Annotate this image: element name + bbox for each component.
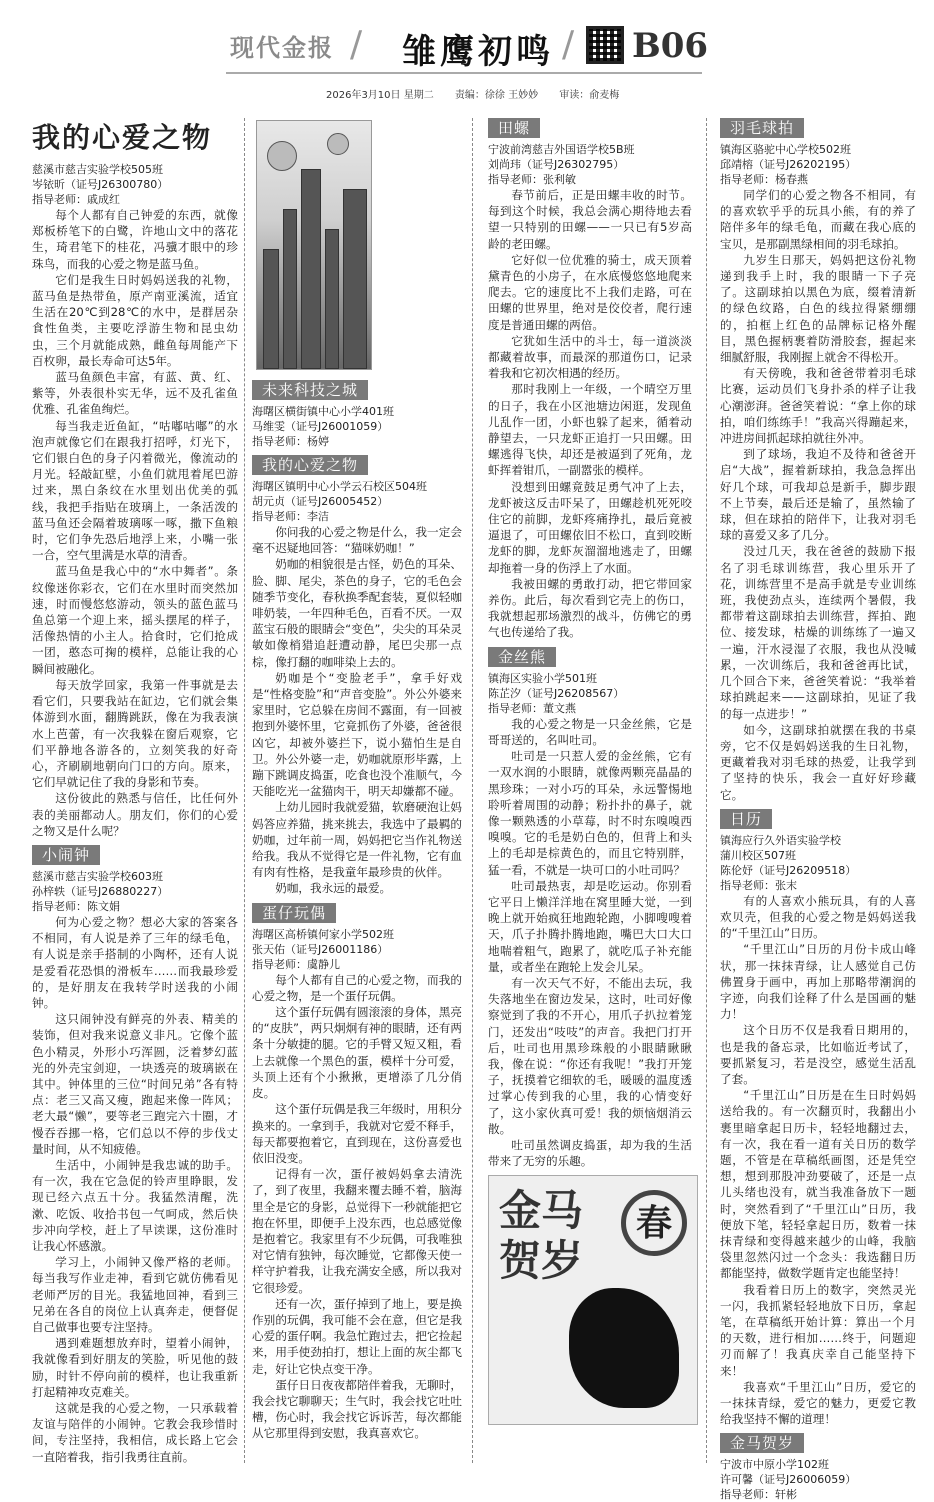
column-2 xyxy=(252,118,462,1463)
paragraph: 如今，这副球拍就摆在我的书桌旁，它不仅是妈妈送我的生日礼物，更藏着我对羽毛球的热爱，让我学到了坚持的快乐，我会一直好好珍藏它。 xyxy=(720,722,916,802)
column-3 xyxy=(488,118,692,1463)
column-divider xyxy=(706,118,707,1463)
paragraph: 九岁生日那天，妈妈把这份礼物递到我手上时，我的眼睛一下子亮了。这副球拍以黑色为底，缀着清新的绿色纹路，白色的线拉得紧绷绷的，拍框上红色的品牌标记格外醒目，黑色握柄裹着防滑胶套，握起来细腻舒服，我刚握上就舍不得松开。 xyxy=(720,252,916,365)
paragraph: “千里江山”日历的月份卡成山峰状，那一抹抹青绿，让人感觉自己仿佛置身于画中，再加上那略带潮润的字迹，向我们诠释了什么是国画的魅力！ xyxy=(720,942,916,1022)
author: 许可馨（证号J26006059） xyxy=(720,1473,857,1487)
page-number: B06 xyxy=(632,26,709,66)
school: 慈溪市慈吉实验学校603班 xyxy=(32,869,163,883)
author: 陈芷汐（证号J26208567） xyxy=(488,686,625,700)
paragraph: 奶咖是个“变脸老手”，拿手好戏是“性格变脸”和“声音变脸”。外公外婆来家里时，它总躲在房间不露面，有一回被抱到外婆怀里，它竟抓伤了外婆，爸爸很凶它，却被外婆拦下，说小猫怕生是自卫。外公外婆一走，奶咖就原形毕露，上蹦下跳调皮捣蛋，吃食也没个准顺气，今天能吃光一盆猫肉干，明天却嫌都不碰。 xyxy=(252,670,462,799)
city-drawing-image xyxy=(256,120,372,370)
paragraph: 你问我的心爱之物是什么，我一定会毫不迟疑地回答：“猫咪奶咖！” xyxy=(252,525,462,556)
teacher: 指导老师：李洁 xyxy=(252,510,329,523)
paragraph: 它犹如生活中的斗士，每一道淡淡都藏着故事，而最深的那道伤口，记录着我和它初次相遇的经历。 xyxy=(488,333,692,381)
paragraph: 每当我走近鱼缸，“咕嘟咕嘟”的水泡声就像它们在跟我打招呼，灯光下，它们银白色的身子闪着微光，像流动的月光。轻敲缸壁，小鱼们就甩着尾巴游过来，黑白条纹在水里划出优美的弧线，我把手指贴在玻璃上，一条活泼的蓝马鱼还会隔着玻璃啄一啄，撒下鱼粮时，它们争先恐后地浮上来，小嘴一张一合，空气里满是水草的清香。 xyxy=(32,418,238,563)
paragraph: 我被田螺的勇敢打动，把它带回家养伤。此后，每次看到它壳上的伤口，我就想起那场激烈的战斗，仿佛它的勇气也传递给了我。 xyxy=(488,576,692,640)
paper-cut-horse-image xyxy=(488,1175,698,1425)
section-title: 雏鹰初鸣 xyxy=(402,32,554,72)
teacher: 指导老师：张末 xyxy=(720,878,797,892)
paragraph: 这份彼此的熟悉与信任，比任何外表的美丽都动人。朋友们，你们的心爱之物又是什么呢？ xyxy=(32,791,238,838)
teacher: 指导老师：轩彬 xyxy=(720,1488,797,1502)
paragraph: 生活中，小闹钟是我忠诚的助手。有一次，我在它急促的铃声里睁眼，发现已经六点五十分。我猛然清醒，洗漱、吃饭、收拾书包一气呵成，然后快步冲向学校，赶上了早读课，这份准时让我心怀感激。 xyxy=(32,1157,238,1253)
paragraph: 我喜欢“千里江山”日历，爱它的一抹抹青绿，爱它的魅力，更爱它教给我坚持不懈的道理！ xyxy=(720,1379,916,1427)
school: 宁波市中原小学102班 xyxy=(720,1458,829,1472)
school: 宁波前湾慈吉外国语学校5B班 xyxy=(488,143,635,156)
paragraph: 有的人喜欢小熊玩具，有的人喜欢贝壳，但我的心爱之物是妈妈送我的“千里江山”日历。 xyxy=(720,893,916,941)
paragraph: 它们是我生日时妈妈送我的礼物，蓝马鱼是热带鱼，原产南亚溪流，适宜生活在20℃到28℃的水中，是群居杂食性鱼类，主要吃浮游生物和昆虫幼虫，三个月就能成熟，雌鱼每周能产下百枚卵，最长寿命可达5年。 xyxy=(32,272,238,368)
paragraph: 我看着日历上的数字，突然灵光一闪，我抓紧轻轻地放下日历，拿起笔，在草稿纸开始计算：算出一个月的天数，进行相加……终于，问题迎刃而解了！我真庆幸自己能坚持下来！ xyxy=(720,1282,916,1378)
school: 镇海应行久外语实验学校 xyxy=(720,833,841,847)
article-tag: 田螺 xyxy=(488,118,540,138)
paragraph: 吐司是一只惹人爱的金丝熊，它有一双水润的小眼睛，就像两颗亮晶晶的黑珍珠；一对小巧的耳朵，永远警惕地聆听着周围的动静；粉扑扑的鼻子，就像一颗熟透的小草莓，时不时东嗅嗅西嗅嗅。它的毛是奶白色的，但背上和头上的毛却是棕黄色的，而且它特别胖，猛一看，不就是一块可口的小吐司吗？ xyxy=(488,749,692,877)
article-tag: 未来科技之城 xyxy=(252,380,368,400)
newspaper-name: 现代金报 xyxy=(230,33,334,62)
teacher: 指导老师：张利敏 xyxy=(488,173,576,186)
paragraph: 学习上，小闹钟又像严格的老师。每当我写作业走神，看到它就仿佛看见老师严厉的目光。我猛地回神，看到三兄弟在各自的岗位上认真奔走，便督促自己做事也要专注坚持。 xyxy=(32,1255,238,1334)
paragraph: 蛋仔日日夜夜都陪伴着我，无聊时，我会找它聊聊天；生气时，我会找它吐吐槽，伤心时，我会找它诉诉苦，每次都能从它那里得到安慰，我真喜欢它。 xyxy=(252,1377,462,1441)
paragraph: 这个蛋仔玩偶是我三年级时，用积分换来的。一拿到手，我就对它爱不释手，每天都要抱着它，直到现在，这份喜爱也依旧没变。 xyxy=(252,1102,462,1165)
column-1 xyxy=(32,118,238,1463)
article-tag: 蛋仔玩偶 xyxy=(252,903,336,923)
reviewer: 审读：俞麦梅 xyxy=(559,90,620,101)
teacher: 指导老师：杨婷 xyxy=(252,435,329,448)
paragraph: 吐司虽然调皮捣蛋，却为我的生活带来了无穷的乐趣。 xyxy=(488,1137,692,1169)
header-rule xyxy=(226,72,702,74)
paragraph: 还有一次，蛋仔掉到了地上，要是换作别的玩偶，我可能不会在意，但它是我心爱的蛋仔啊。我急忙跑过去，把它捡起来，用手使劲拍打，想让上面的灰尘都飞走，好让它快点变干净。 xyxy=(252,1296,462,1376)
school: 慈溪市慈吉实验学校505班 xyxy=(32,163,163,176)
paragraph: 那时我刚上一年级，一个晴空万里的日子，我在小区池塘边闲逛，发现鱼儿乱作一团，小虾也躲了起来，循着动静望去，一只龙虾正追打一只田螺。田螺逃得飞快，却还是被逼到了死角，龙虾挥着钳爪，一副嚣张的模样。 xyxy=(488,382,692,478)
image-lettering: 金马贺岁 xyxy=(499,1186,584,1286)
teacher: 指导老师：杨春燕 xyxy=(720,173,808,186)
article-tag: 日历 xyxy=(720,809,772,829)
paragraph: 春节前后，正是田螺丰收的时节。每到这个时候，我总会满心期待地去看望一只特别的田螺——一只已有5岁高龄的老田螺。 xyxy=(488,188,692,251)
teacher: 指导老师：戚成红 xyxy=(32,193,120,206)
paragraph: 记得有一次，蛋仔被妈妈拿去清洗了，到了夜里，我翻来覆去睡不着，脑海里全是它的身影，总觉得下一秒就能把它抱在怀里，即便手上没东西，也总感觉像是抱着它。我家里有不少玩偶，可我唯独对它情有独钟，每次睡觉，它都像天使一样守护着我，让我充满安全感，所以我对它很珍爱。 xyxy=(252,1167,462,1295)
page-header xyxy=(0,0,934,101)
paragraph: 我的心爱之物是一只金丝熊，它是哥哥送的，名叫吐司。 xyxy=(488,716,692,747)
paragraph: 上幼儿园时我就爱猫，软磨硬泡让妈妈答应养猫，挑来挑去，我选中了最羁的奶咖，过年前一周，妈妈把它当作礼物送给我。我从不觉得它是一件礼物，它有血有肉有性格，是我童年最珍贵的伙伴。 xyxy=(252,800,462,880)
teacher: 指导老师：董文燕 xyxy=(488,701,576,715)
author: 陈伦妤（证号J26209518） xyxy=(720,863,857,877)
school: 海曙区镇明中心小学云石校区504班 xyxy=(252,480,427,493)
paragraph: 每个人都有自己钟爱的东西，就像郑板桥笔下的白鹭，许地山文中的落花生，琦君笔下的桂花，冯骥才眼中的珍珠鸟，而我的心爱之物是蓝马鱼。 xyxy=(32,208,238,271)
school: 海曙区高桥镇何家小学502班 xyxy=(252,927,394,941)
article-tag: 小闹钟 xyxy=(32,845,100,865)
author: 岑铱昕（证号J26300780） xyxy=(32,178,169,191)
article-tag: 我的心爱之物 xyxy=(252,455,368,475)
article-tag: 金马贺岁 xyxy=(720,1433,804,1453)
seal-lettering: 春 xyxy=(621,1190,687,1256)
paragraph: 有一次天气不好，不能出去玩，我失落地坐在窗边发呆，这时，吐司好像察觉到了我的不开心，用爪子扒拉着笼门，还发出“吱吱”的声音。我把门打开后，吐司也用黑珍珠般的小眼睛瞅瞅我，像在说：“你还有我呢！”我打开笼子，抚摸着它细软的毛，暖暖的温度透过掌心传到我的心里，我的心情变好了，这小家伙真可爱！我的烦恼烟消云散。 xyxy=(488,975,692,1136)
paragraph: 奶咖，我永远的最爱。 xyxy=(275,881,392,896)
paragraph: 它好似一位优雅的骑士，成天顶着黛青色的小房子，在水底慢悠悠地爬来爬去。它的速度比不上我们走路，可在田螺的世界里，绝对是佼佼者，爬行速度是普通田螺的两倍。 xyxy=(488,252,692,332)
school: 镇海区实验小学501班 xyxy=(488,671,597,685)
teacher: 指导老师：虞静儿 xyxy=(252,957,340,971)
column-divider xyxy=(244,118,245,1463)
paragraph: 蓝马鱼是我心中的“水中舞者”。条纹像迷你彩衣，它们在水里时而突然加速，时而慢悠悠游动，领头的蓝色蓝马鱼总第一个迎上来，摇头摆尾的样子，活像热情的小主人。拾食时，它们抢成一团，憨态可掬的模样，总能让我的心瞬间被融化。 xyxy=(32,564,238,676)
paragraph: 这只闹钟没有鲜亮的外表、精美的装饰，但对我来说意义非凡。它像个蓝色小精灵，外形小巧浑圆，泛着梦幻蓝光的外壳宝剑迎，一块透亮的玻璃嵌在其中。钟体里的三位“时间兄弟”各有特点：老三又高又瘦，跑起来像一阵风；老大最“懒”，要等老三跑完六十圈，才慢吞吞挪一格，它们总以不停的步伐丈量时间，从不知疲倦。 xyxy=(32,1012,238,1156)
paragraph: 每个人都有自己的心爱之物，而我的心爱之物，是一个蛋仔玩偶。 xyxy=(252,972,462,1003)
paragraph: “千里江山”日历是在生日时妈妈送给我的。有一次翻页时，我翻出小裹里暗拿起日历卡，轻轻地翻过去，有一次，我在看一道有关日历的数学题，不管是在草稿纸画图，还是凭空想，想到那股冲劲要破了，还是一点儿头绪也没有，就当我准备放下一题时，突然看到了“千里江山”日历，我便放下笔，轻轻拿起日历，数着一抹抹青绿和变得越来越少的山峰，我脑袋里忽然闪过一个念头：我选翻日历都能坚持，做数学题肯定也能坚持！ xyxy=(720,1088,916,1281)
column-divider xyxy=(472,118,473,1463)
paragraph: 到了球场，我迫不及待和爸爸开启“大战”，握着新球拍，我急急挥出好几个球，可我却总是新手，脚步跟不上节奏，最后还是输了，虽然输了球，但在球拍的陪伴下，让我对羽毛球的喜爱又多了几分。 xyxy=(720,447,916,543)
header-divider: / xyxy=(562,24,575,65)
author: 胡元贞（证号J26005452） xyxy=(252,495,389,508)
qr-code-icon xyxy=(586,26,624,64)
paragraph: 这个蛋仔玩偶有圆滚滚的身体，黑亮的“皮肤”，两只炯炯有神的眼睛，还有两条十分敏捷的腿。它的手臂又短又粗，看上去就像一个黑色的蛋，模样十分可爱，头顶上还有个小揪揪，更增添了几分俏皮。 xyxy=(252,1005,462,1101)
paragraph: 蓝马鱼颜色丰富，有蓝、黄、红、紫等，外表很朴实无华，远不及孔雀鱼优雅、孔雀鱼绚烂。 xyxy=(32,370,238,417)
article-title: 我的心爱之物 xyxy=(32,121,213,154)
teacher: 指导老师：陈文娟 xyxy=(32,899,120,913)
paragraph: 这个日历不仅是我看日期用的，也是我的备忘录，比如临近考试了，要抓紧复习，若是没空，感觉生活乱了套。 xyxy=(720,1023,916,1086)
header-divider: / xyxy=(350,24,363,65)
paragraph: 遇到难题想放弃时，望着小闹钟，我就像看到好朋友的笑脸，听见他的鼓励，时针不停向前的模样，也让我重新打起精神攻克难关。 xyxy=(32,1336,238,1399)
paragraph: 何为心爱之物？想必大家的答案各不相同，有人说是养了三年的绿毛龟，有人说是亲手搭制的小陶杯，还有人说是爱看花恐惧的滑板车……而我最珍爱的，是好朋友在我转学时送我的小闹钟。 xyxy=(32,914,238,1010)
paragraph: 有天傍晚，我和爸爸带着羽毛球比赛，运动员们飞身扑杀的样子让我心潮澎湃。爸爸笑着说：“拿上你的球拍，咱们练练手！”我高兴得蹦起来，冲进房间抓起球拍就往外冲。 xyxy=(720,366,916,446)
author: 邱靖榕（证号J26202195） xyxy=(720,158,857,171)
article-tag: 羽毛球拍 xyxy=(720,118,804,138)
school: 海曙区横街镇中心小学401班 xyxy=(252,405,394,418)
dateline xyxy=(326,86,637,101)
paragraph: 吐司最热衷，却是吃运动。你别看它平日上懒洋洋地在窝里睡大觉，一到晚上就开始疯狂地跑轮跑，小脚嗖嗖着天，爪子扑腾扑腾地跑，嘴巴大口大口地喘着粗气，跑累了，就吃瓜子补充能量，或者坐在跑轮上发会儿呆。 xyxy=(488,878,692,974)
paragraph: 每天放学回家，我第一件事就是去看它们，只要我站在缸边，它们就会集体游到水面，翻腾跳跃，像在为我表演水上芭蕾，有一次我躲在窗后观察，它们平静地各游各的，立刻笑我的好奇心，齐刷刷地朝向门口的方向。原来，它们早就记住了我的身影和节奏。 xyxy=(32,677,238,790)
column-4 xyxy=(720,118,916,1502)
horse-silhouette xyxy=(569,1288,679,1408)
author: 张天佑（证号J26001186） xyxy=(252,942,389,956)
editor: 责编：徐徐 王妙妙 xyxy=(454,90,539,101)
author: 刘尚玮（证号J26302795） xyxy=(488,158,625,171)
paragraph: 没想到田螺竟鼓足勇气冲了上去，龙虾被这反击吓呆了，田螺趁机死死咬住它的前脚，龙虾疼痛挣扎，最后竟被逼退了，可田螺依旧不松口，直到咬断龙虾的脚，龙虾灰溜溜地逃走了，田螺却拖着一身的伤浮上了水面。 xyxy=(488,479,692,575)
author: 马维雯（证号J26001059） xyxy=(252,420,389,433)
article-tag: 金丝熊 xyxy=(488,647,556,667)
date: 2026年3月10日 星期二 xyxy=(326,90,434,101)
school: 镇海区骆驼中心学校502班 xyxy=(720,143,851,156)
paragraph: 没过几天，我在爸爸的鼓励下报名了羽毛球训练营，我心里乐开了花，训练营里不是高手就是专业训练班，我使劲点头，连续两个暑假，我都带着这副球拍去训练营，挥拍、跑位、接发球，枯燥的训练练了一遍又一遍，汗水浸湿了衣服，我也从没喊累，一次训练后，我和爸爸再比试，几个回合下来，爸爸笑着说：“我举着球拍跳起来——这副球拍，见证了我的每一点进步！” xyxy=(720,544,916,721)
campus: 蒲川校区507班 xyxy=(720,848,796,862)
paragraph: 奶咖的相貌很是古怪，奶色的耳朵、脸、脚、尾尖，茶色的身子，它的毛色会随季节变化，春秋换季配套装，夏似轻咖啡奶装，一年四种毛色，百看不厌。一双蓝宝石般的眼睛会“变色”，尖尖的耳朵灵敏如像梢猎追赶遭动静，尾巴尖那一点棕，像打翻的咖啡染上去的。 xyxy=(252,557,462,669)
author: 孙梓轶（证号J26880227） xyxy=(32,884,169,898)
paragraph: 同学们的心爱之物各不相同，有的喜欢软乎乎的玩具小熊，有的养了陪伴多年的绿毛龟，而藏在我心底的宝贝，是那副黑绿相间的羽毛球拍。 xyxy=(720,188,916,251)
paragraph: 这就是我的心爱之物，一只承载着友谊与陪伴的小闹钟。它教会我珍惜时间，专注坚持，我相信，成长路上它会一直陪着我，指引我勇往直前。 xyxy=(32,1401,238,1464)
